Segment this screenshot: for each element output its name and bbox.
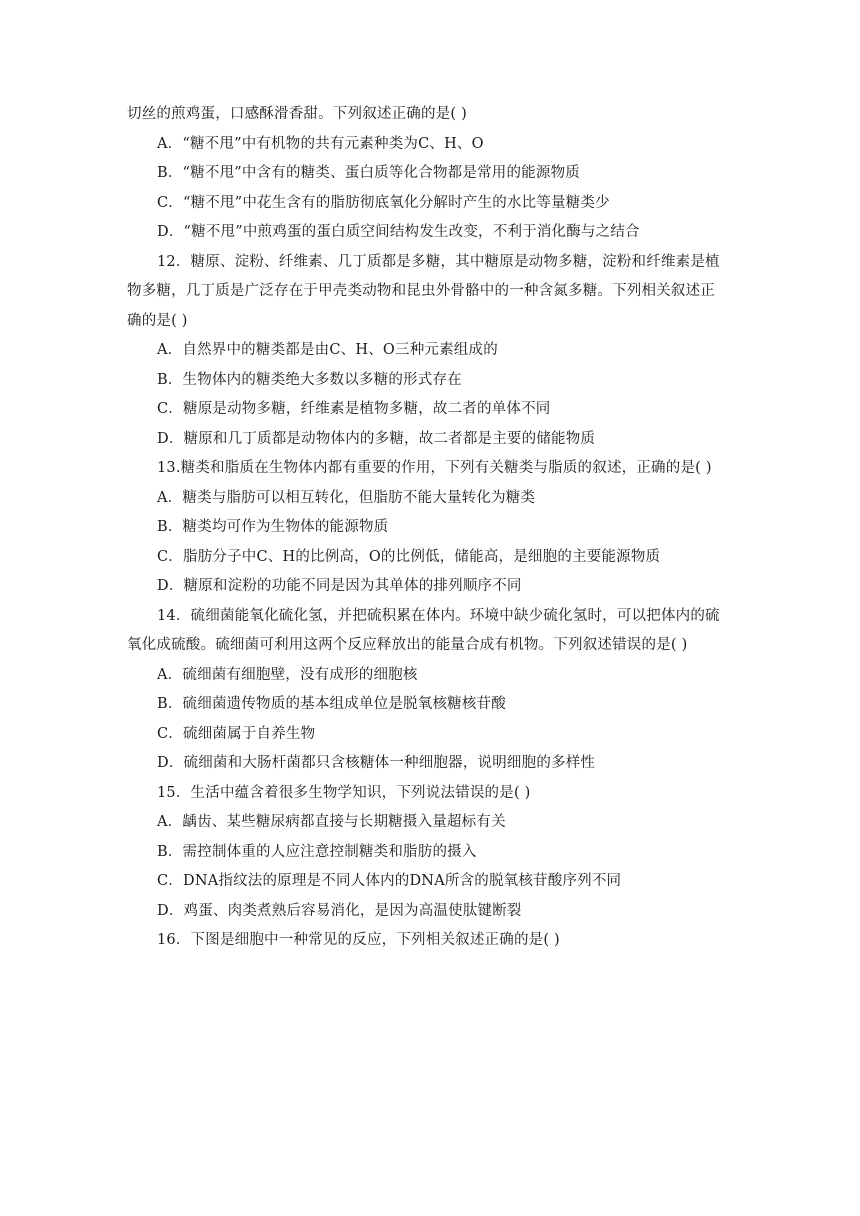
q11-stem-continuation: 切丝的煎鸡蛋，口感酥滑香甜。下列叙述正确的是( ) xyxy=(127,106,467,122)
q15-option-b: B．需控制体重的人应注意控制糖类和脂肪的摄入 xyxy=(157,844,477,860)
q14-option-a: A．硫细菌有细胞壁，没有成形的细胞核 xyxy=(157,667,418,683)
q11-option-d: D．“糖不甩”中煎鸡蛋的蛋白质空间结构发生改变，不利于消化酶与之结合 xyxy=(157,224,640,240)
q11-option-b: B．“糖不甩”中含有的糖类、蛋白质等化合物都是常用的能源物质 xyxy=(157,165,580,181)
q14-option-b: B．硫细菌遗传物质的基本组成单位是脱氧核糖核苷酸 xyxy=(157,696,506,712)
q12-stem-line-2: 物多糖，几丁质是广泛存在于甲壳类动物和昆虫外骨骼中的一种含氮多糖。下列相关叙述正 xyxy=(127,283,715,299)
q12-stem-line-3: 确的是( ) xyxy=(127,313,188,329)
q13-option-b: B．糖类均可作为生物体的能源物质 xyxy=(157,519,389,535)
q15-stem: 15．生活中蕴含着很多生物学知识，下列说法错误的是( ) xyxy=(157,785,531,801)
q15-option-c: C．DNA指纹法的原理是不同人体内的DNA所含的脱氧核苷酸序列不同 xyxy=(157,873,622,889)
q14-stem-line-2: 氧化成硫酸。硫细菌可利用这两个反应释放出的能量合成有机物。下列叙述错误的是( ) xyxy=(127,637,688,653)
q12-option-c: C．糖原是动物多糖，纤维素是植物多糖，故二者的单体不同 xyxy=(157,401,551,417)
q13-option-d: D．糖原和淀粉的功能不同是因为其单体的排列顺序不同 xyxy=(157,578,522,594)
q13-option-c: C．脂肪分子中C、H的比例高，O的比例低，储能高，是细胞的主要能源物质 xyxy=(157,549,661,565)
q14-stem-line-1: 14．硫细菌能氧化硫化氢，并把硫积累在体内。环境中缺少硫化氢时，可以把体内的硫 xyxy=(157,608,720,624)
q11-option-c: C．“糖不甩”中花生含有的脂肪彻底氧化分解时产生的水比等量糖类少 xyxy=(157,195,610,211)
q13-stem: 13.糖类和脂质在生物体内都有重要的作用，下列有关糖类与脂质的叙述，正确的是( ) xyxy=(157,460,712,476)
q16-stem: 16．下图是细胞中一种常见的反应，下列相关叙述正确的是( ) xyxy=(157,932,560,948)
q12-option-b: B．生物体内的糖类绝大多数以多糖的形式存在 xyxy=(157,372,462,388)
q14-option-d: D．硫细菌和大肠杆菌都只含核糖体一种细胞器，说明细胞的多样性 xyxy=(157,755,596,771)
q12-option-d: D．糖原和几丁质都是动物体内的多糖，故二者都是主要的储能物质 xyxy=(157,431,596,447)
q15-option-a: A．龋齿、某些糖尿病都直接与长期糖摄入量超标有关 xyxy=(157,814,506,830)
q15-option-d: D．鸡蛋、肉类煮熟后容易消化，是因为高温使肽键断裂 xyxy=(157,903,522,919)
q11-option-a: A．“糖不甩”中有机物的共有元素种类为C、H、O xyxy=(157,136,484,152)
q14-option-c: C．硫细菌属于自养生物 xyxy=(157,726,316,742)
q13-option-a: A．糖类与脂肪可以相互转化，但脂肪不能大量转化为糖类 xyxy=(157,490,536,506)
q12-stem-line-1: 12．糖原、淀粉、纤维素、几丁质都是多糖，其中糖原是动物多糖，淀粉和纤维素是植 xyxy=(157,254,720,270)
q12-option-a: A．自然界中的糖类都是由C、H、O三种元素组成的 xyxy=(157,342,498,358)
